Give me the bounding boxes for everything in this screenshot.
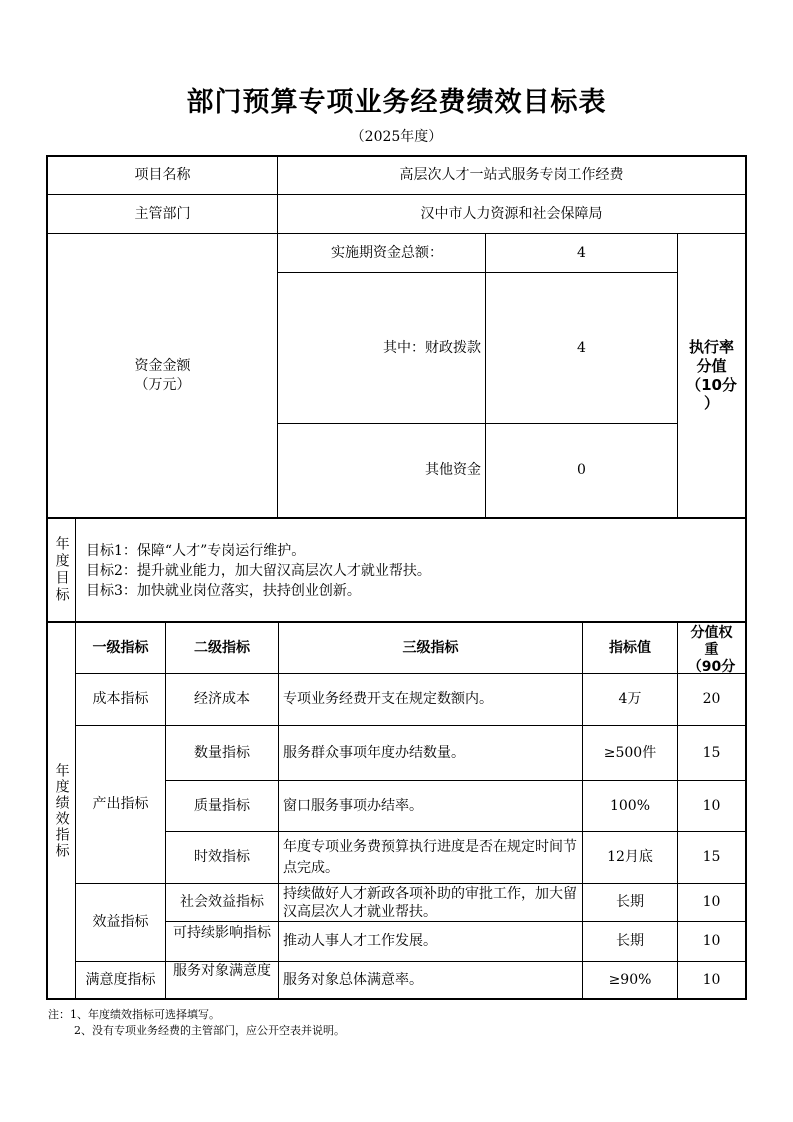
execution-rate-score (678, 234, 745, 517)
row-weight: 10 (702, 933, 721, 950)
row-weight: 15 (702, 744, 721, 761)
row-level3: 持续做好人才新政各项补助的审批工作，加大留汉高层次人才就业帮扶。 (283, 886, 577, 920)
header-level1: 一级指标 (92, 639, 149, 656)
row-level3: 窗口服务事项办结率。 (283, 797, 423, 814)
other-funds-label: 其他资金 (425, 462, 481, 479)
row-value: 长期 (616, 933, 644, 950)
header-weight (678, 623, 745, 673)
header-level2: 二级指标 (194, 639, 250, 656)
header-weight-line3: （90分 (687, 658, 736, 673)
exec-line1: 执行率 (688, 338, 734, 356)
header-weight-line1: 分值权 (690, 625, 733, 641)
row-level2: 社会效益指标 (180, 894, 264, 911)
row-level3: 年度专项业务费预算执行进度是否在规定时间节点完成。 (283, 838, 577, 876)
row-weight: 10 (702, 894, 721, 911)
budget-year: （2025年度） (350, 129, 443, 145)
total-funds-label: 实施期资金总额： (331, 244, 443, 261)
row-level3: 服务对象总体满意率。 (283, 971, 423, 988)
row-value: 长期 (616, 894, 644, 911)
row-level3: 服务群众事项年度办结数量。 (283, 744, 465, 761)
row-weight: 15 (702, 849, 721, 866)
row-level2: 服务对象满意度 (173, 963, 271, 979)
row-level2: 数量指标 (194, 744, 250, 761)
note-line2: 2、没有专项业务经费的主管部门，应公开空表并说明。 (74, 1024, 345, 1037)
funds-label-line2: （万元） (134, 376, 191, 393)
annual-goals-label (48, 519, 75, 621)
row-level2: 时效指标 (194, 849, 250, 866)
performance-indicators-label-text: 年度绩效指标 (53, 762, 70, 859)
row-value: 12月底 (607, 849, 653, 866)
row-weight: 20 (702, 691, 721, 708)
row-level2: 经济成本 (194, 691, 250, 708)
group-benefit: 效益指标 (92, 914, 149, 931)
group-output: 产出指标 (92, 796, 149, 813)
fiscal-funds-label: 其中：财政拨款 (383, 339, 481, 356)
performance-indicators-label (48, 623, 75, 998)
goal-item: 目标1：保障“人才”专岗运行维护。 (86, 543, 306, 559)
header-level3: 三级指标 (402, 639, 459, 656)
funds-label (48, 234, 277, 517)
exec-line2: 分值 (696, 356, 727, 375)
row-level3: 专项业务经费开支在规定数额内。 (283, 691, 493, 708)
note-line1: 注：1、年度绩效指标可选择填写。 (48, 1008, 220, 1021)
header-value: 指标值 (609, 639, 651, 656)
goal-item: 目标3：加快就业岗位落实，扶持创业创新。 (86, 583, 361, 599)
row-value: ≥500件 (603, 744, 657, 761)
department-value: 汉中市人力资源和社会保障局 (420, 205, 603, 222)
department-label: 主管部门 (134, 205, 191, 222)
annual-goals-label-text: 年度目标 (53, 536, 70, 604)
other-funds-value: 0 (577, 462, 586, 479)
project-name-label: 项目名称 (134, 167, 191, 184)
goal-item: 目标2：提升就业能力，加大留汉高层次人才就业帮扶。 (86, 563, 431, 579)
group-satisfaction: 满意度指标 (85, 971, 156, 988)
row-level2: 质量指标 (194, 797, 250, 814)
annual-goals-list (86, 541, 431, 601)
exec-line3: （10分 (686, 375, 737, 394)
row-weight: 10 (702, 797, 721, 814)
group-cost: 成本指标 (92, 691, 149, 708)
row-level2: 可持续影响指标 (173, 925, 271, 941)
row-value: 100% (609, 797, 651, 814)
row-level3: 推动人事人才工作发展。 (283, 933, 437, 950)
row-weight: 10 (702, 971, 721, 988)
total-funds-value: 4 (577, 244, 586, 261)
row-value: 4万 (618, 691, 642, 708)
project-name-value: 高层次人才一站式服务专岗工作经费 (399, 167, 624, 184)
page-title: 部门预算专项业务经费绩效目标表 (186, 87, 607, 118)
row-value: ≥90% (608, 971, 652, 988)
funds-label-line1: 资金金额 (134, 358, 191, 375)
fiscal-funds-value: 4 (577, 339, 586, 356)
exec-line4: ） (703, 394, 719, 413)
header-weight-line2: 重 (704, 641, 719, 658)
